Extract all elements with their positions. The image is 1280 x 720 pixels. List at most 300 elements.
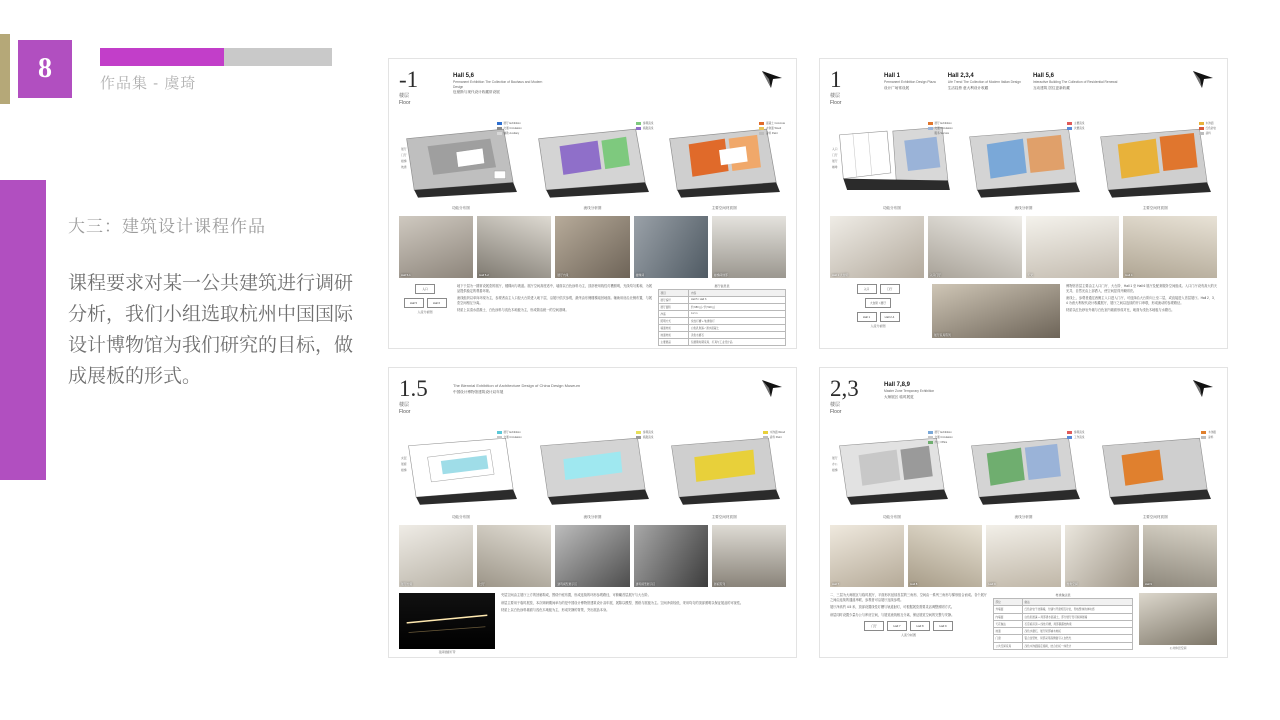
photo-thumb [1123,216,1217,278]
legend-row [1067,126,1084,130]
photo-strip [399,525,786,587]
table-cell: 浅色木饰面固定座椅，结合栏板一体设计 [1023,642,1133,649]
plan-column [962,428,1086,520]
plan-caption: 流线分析图 [583,515,602,519]
table-cell: 净高 [659,311,689,318]
photo-thumb [477,216,551,278]
legend-swatch [1199,132,1204,135]
legend-row [1199,121,1216,125]
slide-number-badge: 8 [18,40,72,98]
legend-swatch [1199,127,1204,130]
table-row [994,606,1133,613]
plan-column [830,428,954,520]
plan-key: 展廊 [401,462,407,466]
plan-key: 楼梯 [401,468,407,472]
legend-swatch [497,127,502,130]
hall-name: Hall 1 [884,73,901,79]
hall-title-item [453,73,545,95]
legend-row [763,430,785,434]
legend-swatch [497,431,502,434]
photo-label: 入口门厅 [929,273,941,277]
photo-label: Hall 1 大台阶 [832,273,849,277]
legend-text: 木饰面 [1208,431,1217,434]
table-cell: 展厅编号 [659,297,689,304]
description-paragraph: 该层主要用于临时展览，本次调研期间举办的是中国设计博物馆建筑设计双年展，展陈以模型、图纸与展板为主。空间净高较低，采用均匀的顶部照明以保证展品的可视性。 [501,600,744,605]
description-paragraph: 二、三层为大师展区与临时展厅，平面形状延续首层的三角形，空间由一系列三角形与梯形组合而成。各个展厅之间由连续的通道串联，参观者可沿展厅连续参观。 [830,593,987,602]
legend-text: 交通 Circulation [934,436,953,439]
floor-marker [399,69,445,107]
photo-thumb [399,216,473,278]
legend-swatch [636,122,641,125]
legend-text: 木饰面 [1205,122,1214,125]
material-diagram [662,119,786,204]
plan-key: 展厅 [832,159,838,163]
legend-row [1067,121,1084,125]
plan-key: 咖啡 [832,165,838,169]
table-row [659,297,786,304]
legend-text: 疏散流线 [642,436,654,439]
plan-row [399,119,786,211]
legend-swatch [1201,436,1206,439]
photo-label: 展板陈列 [713,582,726,586]
table-caption: 展厅信息表 [714,284,730,288]
legend-text: 涂料 [1208,436,1214,439]
table-header-row [994,599,1133,606]
photo-thumb [830,525,904,587]
floor-label [399,93,410,107]
board-description [1066,284,1217,338]
photo-label: 楼梯间 [635,273,645,277]
flow-node: 大台阶 / 展厅 [865,298,891,308]
photo-thumb [712,216,786,278]
legend-swatch [928,122,933,125]
plan-key: 门厅 [832,153,838,157]
floor-label-cn: 楼层 [830,402,841,408]
plan-key: 展厅 [832,456,838,460]
plan-caption: 主要空间材质图 [1142,515,1168,519]
hall-sub: The Biennial Exhibition of Architecture Design of China Design Museum [453,383,580,388]
table-cell: 门窗 [994,635,1023,642]
plan-legend [1067,121,1084,130]
header-bar-gray [224,48,332,66]
flow-diagram [830,284,926,338]
circulation-diagram [531,119,655,204]
legend-row [1067,435,1084,439]
table-row [659,304,786,311]
table-header-cell: 内容 [689,290,786,297]
legend-row [928,121,953,125]
table-cell: 公共空间家具 [994,642,1023,649]
legend-swatch [497,122,502,125]
floor-label [830,93,841,107]
plan-column [662,119,786,211]
plan-legend [759,121,785,135]
table-row [659,332,786,339]
description-paragraph: 博物馆首层主要由主入口门厅、大台阶、Hall 1 至 Hall 6 展厅及配套服务空间组成。入口门厅设有高大的天光井，自然光由上部洒入，使空间显得开敞明亮。 [1066,284,1217,293]
table-cell: 包豪斯时期家具、灯具与工业设计品 [689,339,786,346]
table-cell: 内墙面 [994,613,1023,620]
photo-thumb [634,216,708,278]
photo-label: Hall 5-1 [401,273,411,277]
description-paragraph: 展厅净高约 4.5 米，顶部设置线性灯槽与轨道射灯，可根据展览需要灵活调整照明方式。 [830,605,955,610]
photo-thumb [712,525,786,587]
legend-text: 混凝土 Concrete [765,122,786,125]
photo-thumb [555,216,629,278]
plan-legend [497,430,522,439]
legend-row [636,126,653,130]
legend-row [497,131,522,135]
legend-text: 工作流线 [1073,436,1085,439]
legend-row [759,121,785,125]
hall-cn: 中国设计博物馆建筑设计双年展 [453,389,504,394]
north-arrow-icon [760,378,786,400]
legend-row [1201,435,1216,439]
legend-swatch [763,436,768,439]
plan-legend [1201,430,1216,439]
plan-column [962,119,1086,211]
legend-row [636,121,653,125]
hall-titles [884,69,1183,91]
section-body-text: 课程要求对某一公共建筑进行调研分析，我们小组选取杭州中国国际设计博物馆为我们研究的目标，做成展板的形式。 [68,273,354,387]
floor-number: -1 [399,67,419,92]
photo-label: Hall 9 [988,582,996,586]
photo-strip [830,216,1217,278]
north-arrow-icon [1191,378,1217,400]
photo-thumb [986,525,1060,587]
hall-title-item [453,382,580,395]
description-paragraph: 地下于层为一期常设展览的展厅，楼梯间与坡道。展厅空间高度适中，墙面以白色涂料为主，顶部使用线性灯槽照明，光线均匀柔和，为展品提供稳定的观看环境。 [457,284,652,293]
table-cell: 天花做法 [994,620,1023,627]
plan-key: 展厅 [401,147,407,151]
floor-label-cn: 楼层 [830,93,841,99]
circulation-diagram [962,428,1086,513]
legend-text: 参观流线 [642,431,654,434]
flow-row [404,298,447,308]
hall-sub: Interactive Building The Collection of Residential Renewal [1032,80,1118,84]
photo-strip [830,525,1217,587]
plan-caption: 功能分布图 [451,206,470,210]
flow-diagram [399,284,451,346]
plan-legend [497,121,522,135]
plan-key: 楼梯 [832,468,838,472]
table-row [994,635,1133,642]
floor-plan-diagram [830,119,954,204]
plan-caption: 流线分析图 [1014,515,1033,519]
table-cell: 照明方式 [659,318,689,325]
plan-column [399,428,523,520]
table-cell: Hall 5 / Hall 6 [689,297,786,304]
photo-label: 建筑模型展示区 [557,582,577,586]
legend-text: 木饰面 Wood [765,127,782,130]
board-description [501,593,786,654]
legend-row [928,126,953,130]
legend-swatch [636,431,641,434]
photo-thumb [399,593,495,649]
hall-sub: Permanent Exhibition The Collection of Bauhaus and Modern Design [453,80,543,89]
plan-key-list [401,147,407,169]
floor-label [830,402,841,416]
legend-swatch [1067,127,1072,130]
table-row [659,325,786,332]
plan-key: 办公 [832,462,838,466]
photo-label: Hall 5-2 [479,273,489,277]
olive-edge-accent [0,34,10,104]
photo-thumb [1143,525,1217,587]
hall-cn: 设计广场常设展 [884,85,910,90]
table-row [659,311,786,318]
hall-titles [884,378,1183,400]
flow-node: 入口 [857,284,877,294]
photo-caption: 公共休息空间 [1169,646,1187,650]
table-cell: 展厅面积 [659,304,689,311]
flow-node: Hall 7 [887,621,907,631]
floor-plan-diagram [830,428,954,513]
plan-caption: 主要空间材质图 [1142,206,1168,210]
table-cell: 白色乳胶漆 + 局部清水混凝土，部分展厅设可拆卸展墙 [1023,613,1133,620]
floor-number: 1.5 [399,376,428,401]
material-diagram [662,428,786,513]
board-header [399,69,786,115]
circulation-diagram [962,119,1086,204]
table-cell: 白色乳胶漆 / 清水混凝土 [689,325,786,332]
flow-diagram [830,621,987,637]
table-cell: 外墙面 [994,606,1023,613]
flow-node: 入口 [415,284,435,294]
floor-label [399,402,410,416]
flow-node: Hall 9 [933,621,953,631]
flow-row [415,284,435,294]
legend-swatch [1199,122,1204,125]
description-paragraph: 流线上，参观者通过西侧主入口进入门厅，可选择沿大台阶向上至二层，或直接进入首层展厅。Hall 2、3、4 为意大利现代设计收藏展厅，展厅之间以连续的开口串联，形成流动的参观路径。 [1066,296,1217,305]
photo-label: 展厅内景 [401,582,413,586]
legend-text: 红色砂岩 [1205,127,1217,130]
plan-key-list [832,456,838,472]
section-title: 大三：建筑设计课程作品 [68,217,266,236]
table-cell: 4.2 m [689,311,786,318]
table-row [994,628,1133,635]
plan-caption: 功能分布图 [451,515,470,519]
exhibition-board [388,58,797,349]
flow-caption: 人流分析图 [900,633,916,638]
hall-name: Hall 2,3,4 [947,73,974,79]
hall-sub: Permanent Exhibition Design Plaza [884,80,936,84]
description-paragraph: 材质上以白色涂料墙面与浅色木地板为主，形成安静的背景，突出展品本身。 [501,608,610,613]
plan-row [830,428,1217,520]
exhibition-board [819,58,1228,349]
table-cell: 地面材质 [659,332,689,339]
hall-title-item [884,73,936,91]
photo-thumb [1026,216,1120,278]
legend-row [1067,430,1084,434]
plan-legend [636,430,653,439]
board-header [830,69,1217,115]
plan-key-list [401,456,407,472]
legend-text: 参观流线 [1073,431,1085,434]
legend-text: 参观流线 [642,122,654,125]
legend-text: 涂料 [1205,132,1211,135]
plan-legend [1067,430,1084,439]
photo-label: 建筑模型展示区 [635,582,656,586]
flow-row [864,621,953,631]
legend-text: 主要流线 [1073,122,1085,125]
photo-thumb [634,525,708,587]
plan-column [399,119,523,211]
hall-cn: 生活趋势 意大利设计收藏 [947,85,989,90]
table-cell: 铝合金型材，局部采用高侧窗引入自然光 [1023,635,1133,642]
legend-swatch [928,441,933,444]
legend-row [928,430,953,434]
table-row [994,642,1133,649]
legend-swatch [928,431,933,434]
hall-cn: 互动建筑 居住更新收藏 [1032,85,1070,90]
table-header-cell: 项目 [659,290,689,297]
info-table [658,284,786,346]
legend-swatch [497,132,502,135]
legend-text: 办公 Office [934,441,948,444]
flow-node: Hall 8 [910,621,930,631]
legend-row [497,126,522,130]
photo-thumb [1065,525,1139,587]
photo-label: Hall 7 [832,582,840,586]
photo-label: 展厅内景 [557,273,569,277]
legend-row [1199,131,1216,135]
table-cell: 墙面材质 [659,325,689,332]
hall-sub: Life Trend The Collection of Modern Italian Design [947,80,1021,84]
legend-swatch [763,431,768,434]
hall-titles [453,378,752,395]
legend-swatch [497,436,502,439]
legend-row [928,440,953,444]
legend-swatch [1067,431,1072,434]
hall-name: Hall 5,6 [453,73,475,79]
plan-column [1093,119,1217,211]
photo-thumb [399,525,473,587]
photo-thumb [932,284,1060,338]
legend-row [497,430,522,434]
floor-number: 1 [830,67,842,92]
table-row [994,620,1133,627]
board-header [399,378,786,424]
plan-row [399,428,786,520]
legend-swatch [928,132,933,135]
plan-key: 门厅 [401,153,407,157]
plan-column [531,119,655,211]
flow-node: Hall 2-4 [880,312,900,322]
board-bottom [399,593,786,654]
legend-text: 交通 Circulation [934,127,953,130]
plan-key: 入口 [832,147,838,151]
table-cell: 主要展品 [659,339,689,346]
floor-label-cn: 楼层 [399,93,410,99]
flow-node: 门厅 [864,621,884,631]
description-paragraph: 材质以红色砂岩外墙与白色室内墙面形成对比，地面为浅色木地板与水磨石。 [1066,308,1175,313]
table-cell: 浅色水磨石，展厅局部铺木地板 [1023,628,1133,635]
table-cell: 地面 [994,628,1023,635]
plan-caption: 功能分布图 [882,206,901,210]
plan-legend [636,121,653,130]
plan-key-list [832,147,838,169]
table-header-row [659,290,786,297]
floor-label-en: Floor [399,100,411,106]
flow-row [865,298,891,308]
legend-swatch [928,436,933,439]
legend-row [497,435,522,439]
flow-row [857,312,900,322]
photo-label: 楼梯间细部 [713,273,728,277]
plan-column [662,428,786,520]
legend-swatch [1067,122,1072,125]
legend-row [1201,430,1216,434]
hall-title-item [1033,73,1117,91]
description-paragraph: 夹层空间由主展厅上方的回廊构成，围绕中庭布置，形成连续的环形参观路径，可俯瞰首层展厅与大台阶。 [501,593,651,597]
legend-row [1199,126,1216,130]
portfolio-title: 作品集 - 虞琦 [100,75,197,92]
header-color-bar [100,48,332,66]
floor-label-en: Floor [830,409,842,415]
flow-node: Hall 1 [857,312,877,322]
table-cell: 浅色水磨石 [689,332,786,339]
plan-row [830,119,1217,211]
hall-cn: 包豪斯与现代设计收藏常设展 [453,90,500,95]
board-grid [388,58,1228,658]
floor-marker [399,378,445,416]
legend-swatch [759,132,764,135]
legend-swatch [928,127,933,130]
legend-row [636,435,653,439]
table-header-cell: 做法 [1023,599,1133,606]
material-diagram [1093,119,1217,204]
table-row [659,339,786,346]
legend-swatch [759,122,764,125]
plan-key: 坡道 [401,165,407,169]
plan-caption: 流线分析图 [583,206,602,210]
flow-node: Hall 5 [404,298,424,308]
hall-titles [453,69,752,95]
table-row [994,613,1133,620]
legend-text: 疏散流线 [642,127,654,130]
description-paragraph: 流线组织以单向环绕为主，参观者由主入口经大台阶进入地下层，沿展厅依次参观，最终由东侧楼梯返回地面。辅助用房沿北侧布置，与展览空间相互分离。 [457,296,652,305]
photo-thumb [928,216,1022,278]
board-bottom [830,284,1217,338]
table-cell: 约 680 ㎡ / 约 520 ㎡ [689,304,786,311]
hall-name: Hall 5,6 [1032,73,1054,79]
legend-row [759,126,785,130]
floor-marker [830,69,876,107]
photo-label: Hall 9 [1144,582,1152,586]
circulation-diagram [531,428,655,513]
plan-column [1093,428,1217,520]
north-arrow-icon [1191,69,1217,91]
photo-label: 转角空间 [1066,582,1078,586]
table-header-cell: 部位 [994,599,1023,606]
legend-text: 涂料 Paint [765,132,778,135]
table-row [659,318,786,325]
flow-caption: 人流分析图 [870,324,886,328]
legend-row [759,131,785,135]
photo-label: Hall 8 [910,582,918,586]
legend-row [928,131,953,135]
floor-plan-diagram [399,428,523,513]
legend-text: 展厅 Exhibition [934,122,952,125]
plan-key: 夹层 [401,456,407,460]
board-description [457,284,652,346]
exhibition-board [388,367,797,658]
legend-text: 次要流线 [1073,127,1085,130]
floor-label-en: Floor [399,409,411,415]
photo-thumb [555,525,629,587]
floor-plan-diagram [399,119,523,204]
legend-text: 交通 Circulation [503,436,522,439]
